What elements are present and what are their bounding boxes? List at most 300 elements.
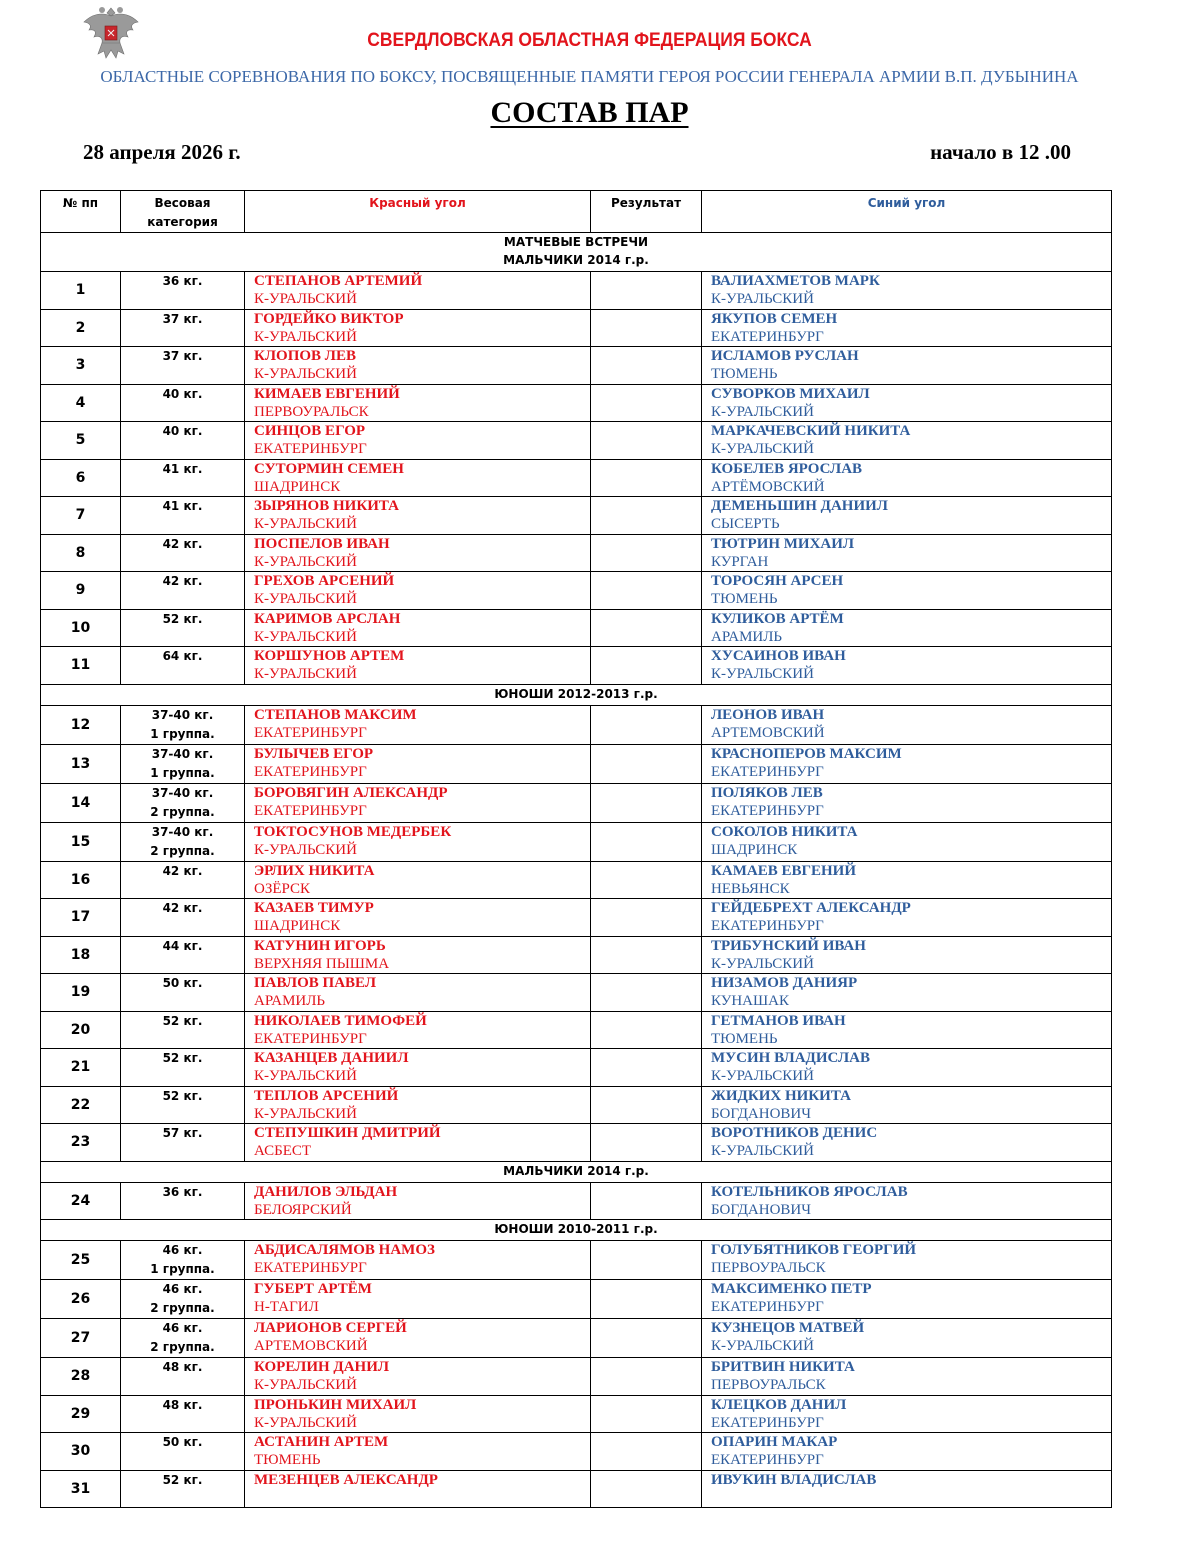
- red-boxer-name: КОРШУНОВ АРТЕМ: [254, 648, 405, 664]
- weight-value: 46 кг.: [162, 1282, 203, 1296]
- red-boxer-club: Н-ТАГИЛ: [254, 1299, 319, 1315]
- blue-boxer-club: ЕКАТЕРИНБУРГ: [711, 1299, 824, 1315]
- red-boxer-name: ДАНИЛОВ ЭЛЬДАН: [254, 1183, 398, 1200]
- blue-corner-boxer: [702, 783, 1112, 822]
- section-row: [41, 684, 1112, 705]
- blue-boxer-club: ЕКАТЕРИНБУРГ: [711, 763, 824, 780]
- blue-boxer-name: ИСЛАМОВ РУСЛАН: [711, 348, 859, 364]
- weight-category: [121, 861, 245, 899]
- red-corner-boxer: [245, 1319, 591, 1358]
- result-cell[interactable]: [591, 1182, 702, 1220]
- weight-group: 2 группа.: [150, 1301, 215, 1315]
- blue-boxer-name: КУЛИКОВ АРТЁМ: [711, 610, 844, 627]
- red-corner-boxer: [245, 744, 591, 783]
- red-boxer-name: ПОСПЕЛОВ ИВАН: [254, 535, 390, 552]
- result-cell[interactable]: [591, 1470, 702, 1508]
- blue-corner-boxer: [702, 572, 1112, 610]
- blue-boxer-club: БОГДАНОВИЧ: [711, 1201, 812, 1218]
- result-cell[interactable]: [591, 1241, 702, 1280]
- table-row: [41, 861, 1112, 899]
- red-boxer-name: КОРЕЛИН ДАНИЛ: [254, 1359, 390, 1375]
- weight-category: [121, 974, 245, 1012]
- blue-boxer-name: ДЕМЕНЬШИН ДАНИИЛ: [711, 498, 888, 514]
- blue-corner-boxer: [702, 1124, 1112, 1162]
- red-corner-boxer: [245, 497, 591, 535]
- blue-boxer-name: МАКСИМЕНКО ПЕТР: [711, 1281, 872, 1297]
- event-date: 28 апреля 2026 г.: [83, 140, 241, 164]
- red-corner-boxer: [245, 309, 591, 347]
- section-title-line: МАТЧЕВЫЕ ВСТРЕЧИ: [503, 235, 649, 249]
- weight-category: [121, 497, 245, 535]
- weight-value: 36 кг.: [162, 1184, 203, 1199]
- blue-corner-boxer: [702, 1319, 1112, 1358]
- red-boxer-name: ПРОНЬКИН МИХАИЛ: [254, 1396, 417, 1413]
- blue-corner-boxer: [702, 1358, 1112, 1396]
- bout-number: 7: [41, 497, 121, 535]
- red-corner-boxer: [245, 459, 591, 497]
- table-row: [41, 974, 1112, 1012]
- result-cell[interactable]: [591, 1319, 702, 1358]
- red-boxer-name: КАРИМОВ АРСЛАН: [254, 610, 401, 627]
- blue-corner-boxer: [702, 647, 1112, 685]
- weight-category: [121, 1241, 245, 1280]
- red-corner-boxer: [245, 1124, 591, 1162]
- red-corner-boxer: [245, 1086, 591, 1124]
- table-row: [41, 1011, 1112, 1049]
- weight-value: 46 кг.: [162, 1243, 203, 1257]
- weight-group: 1 группа.: [150, 1262, 215, 1276]
- bout-number: 17: [41, 899, 121, 937]
- result-cell[interactable]: [591, 609, 702, 647]
- bout-number: 27: [41, 1319, 121, 1358]
- red-boxer-name: ЭРЛИХ НИКИТА: [254, 862, 375, 879]
- weight-group: 1 группа.: [150, 765, 215, 780]
- result-cell[interactable]: [591, 974, 702, 1012]
- red-boxer-name: МЕЗЕНЦЕВ АЛЕКСАНДР: [254, 1471, 438, 1488]
- red-corner-boxer: [245, 1470, 591, 1508]
- blue-corner-boxer: [702, 861, 1112, 899]
- weight-category: [121, 1470, 245, 1508]
- blue-boxer-club: К-УРАЛЬСКИЙ: [711, 1143, 814, 1159]
- weight-category: [121, 899, 245, 937]
- blue-boxer-name: ИВУКИН ВЛАДИСЛАВ: [711, 1471, 877, 1488]
- blue-boxer-club: АРТЁМОВСКИЙ: [711, 478, 825, 495]
- red-corner-boxer: [245, 1241, 591, 1280]
- section-title: [41, 1161, 1112, 1182]
- result-cell[interactable]: [591, 1280, 702, 1319]
- red-boxer-name: ГУБЕРТ АРТЁМ: [254, 1281, 372, 1297]
- section-row: [41, 1161, 1112, 1182]
- weight-category: [121, 1011, 245, 1049]
- blue-boxer-name: КУЗНЕЦОВ МАТВЕЙ: [711, 1320, 865, 1336]
- blue-corner-boxer: [702, 1049, 1112, 1087]
- red-corner-boxer: [245, 422, 591, 460]
- table-row: [41, 647, 1112, 685]
- blue-corner-boxer: [702, 936, 1112, 974]
- red-corner-boxer: [245, 347, 591, 385]
- weight-value: 37 кг.: [162, 349, 203, 363]
- result-cell[interactable]: [591, 1011, 702, 1049]
- blue-boxer-name: ЖИДКИХ НИКИТА: [711, 1087, 851, 1104]
- red-boxer-club: К-УРАЛЬСКИЙ: [254, 1377, 357, 1393]
- blue-boxer-club: ТЮМЕНЬ: [711, 591, 778, 607]
- result-cell[interactable]: [591, 1433, 702, 1471]
- bout-number: 1: [41, 272, 121, 310]
- red-corner-boxer: [245, 1280, 591, 1319]
- column-header-blue-corner: Синий угол: [702, 191, 1112, 233]
- weight-category: [121, 1182, 245, 1220]
- blue-boxer-name: КЛЕЦКОВ ДАНИЛ: [711, 1396, 847, 1413]
- red-boxer-name: ГОРДЕЙКО ВИКТОР: [254, 310, 404, 327]
- table-row: [41, 1280, 1112, 1319]
- weight-value: 37-40 кг.: [151, 785, 214, 800]
- weight-value: 37-40 кг.: [151, 707, 214, 722]
- blue-boxer-name: БРИТВИН НИКИТА: [711, 1359, 855, 1375]
- result-cell[interactable]: [591, 384, 702, 422]
- red-corner-boxer: [245, 974, 591, 1012]
- blue-corner-boxer: [702, 744, 1112, 783]
- weight-value: 52 кг.: [162, 1472, 203, 1487]
- red-corner-boxer: [245, 1011, 591, 1049]
- weight-value: 36 кг.: [162, 274, 203, 288]
- weight-value: 40 кг.: [162, 386, 203, 401]
- weight-category: [121, 309, 245, 347]
- weight-category: [121, 459, 245, 497]
- weight-category: [121, 1395, 245, 1433]
- red-corner-boxer: [245, 1395, 591, 1433]
- result-cell[interactable]: [591, 534, 702, 572]
- red-boxer-name: ЗЫРЯНОВ НИКИТА: [254, 498, 399, 514]
- red-boxer-club: К-УРАЛЬСКИЙ: [254, 1105, 357, 1122]
- federation-title: СВЕРДЛОВСКАЯ ОБЛАСТНАЯ ФЕДЕРАЦИЯ БОКСА: [367, 30, 812, 51]
- blue-boxer-name: ГОЛУБЯТНИКОВ ГЕОРГИЙ: [711, 1242, 917, 1258]
- section-row: [41, 1220, 1112, 1241]
- red-corner-boxer: [245, 861, 591, 899]
- red-boxer-name: НИКОЛАЕВ ТИМОФЕЙ: [254, 1012, 427, 1029]
- result-cell[interactable]: [591, 1049, 702, 1087]
- blue-boxer-club: К-УРАЛЬСКИЙ: [711, 1338, 814, 1354]
- section-title-line: ЮНОШИ 2010-2011 г.р.: [494, 1222, 658, 1236]
- red-boxer-name: КАТУНИН ИГОРЬ: [254, 937, 386, 954]
- table-row: [41, 1086, 1112, 1124]
- table-row: [41, 534, 1112, 572]
- bout-number: 16: [41, 861, 121, 899]
- table-row: [41, 272, 1112, 310]
- red-corner-boxer: [245, 783, 591, 822]
- blue-corner-boxer: [702, 1011, 1112, 1049]
- red-corner-boxer: [245, 705, 591, 744]
- red-boxer-club: ЕКАТЕРИНБУРГ: [254, 1260, 367, 1276]
- red-boxer-club: ЕКАТЕРИНБУРГ: [254, 1030, 367, 1047]
- weight-value: 57 кг.: [162, 1126, 203, 1140]
- result-cell[interactable]: [591, 899, 702, 937]
- red-boxer-name: КИМАЕВ ЕВГЕНИЙ: [254, 385, 400, 402]
- table-row: [41, 422, 1112, 460]
- table-row: [41, 936, 1112, 974]
- weight-value: 42 кг.: [162, 863, 203, 878]
- blue-boxer-club: АРТЕМОВСКИЙ: [711, 724, 825, 741]
- blue-boxer-club: ЕКАТЕРИНБУРГ: [711, 1452, 824, 1468]
- red-boxer-club: К-УРАЛЬСКИЙ: [254, 1068, 357, 1084]
- blue-boxer-name: КАМАЕВ ЕВГЕНИЙ: [711, 862, 857, 879]
- red-corner-boxer: [245, 1433, 591, 1471]
- blue-boxer-name: ТЮТРИН МИХАИЛ: [711, 535, 855, 552]
- bout-number: 25: [41, 1241, 121, 1280]
- blue-boxer-name: СУВОРКОВ МИХАИЛ: [711, 385, 870, 402]
- red-boxer-club: К-УРАЛЬСКИЙ: [254, 1414, 357, 1431]
- bout-number: 22: [41, 1086, 121, 1124]
- weight-category: [121, 705, 245, 744]
- red-boxer-name: ЛАРИОНОВ СЕРГЕЙ: [254, 1320, 407, 1336]
- red-boxer-name: КЛОПОВ ЛЕВ: [254, 348, 356, 364]
- weight-category: [121, 347, 245, 385]
- weight-value: 37 кг.: [162, 311, 203, 326]
- result-cell[interactable]: [591, 309, 702, 347]
- blue-boxer-name: НИЗАМОВ ДАНИЯР: [711, 975, 858, 991]
- weight-value: 41 кг.: [162, 499, 203, 513]
- column-header-red-corner: Красный угол: [245, 191, 591, 233]
- red-boxer-club: К-УРАЛЬСКИЙ: [254, 553, 357, 570]
- result-cell[interactable]: [591, 744, 702, 783]
- event-title: ОБЛАСТНЫЕ СОРЕВНОВАНИЯ ПО БОКСУ, ПОСВЯЩЕННЫЕ ПАМЯТИ ГЕРОЯ РОССИИ ГЕНЕРАЛА АРМИИ В.П. ДУБЫНИНА: [100, 67, 1079, 86]
- blue-corner-boxer: [702, 384, 1112, 422]
- weight-value: 52 кг.: [162, 1013, 203, 1028]
- start-time: начало в 12 .00: [930, 140, 1071, 164]
- blue-boxer-name: ТОРОСЯН АРСЕН: [711, 573, 844, 589]
- red-boxer-club: ШАДРИНСК: [254, 478, 341, 495]
- blue-boxer-name: ЛЕОНОВ ИВАН: [711, 706, 825, 723]
- red-boxer-name: АБДИСАЛЯМОВ НАМОЗ: [254, 1242, 435, 1258]
- result-cell[interactable]: [591, 347, 702, 385]
- table-row: [41, 783, 1112, 822]
- blue-boxer-club: ЕКАТЕРИНБУРГ: [711, 328, 824, 345]
- table-row: [41, 1470, 1112, 1508]
- blue-corner-boxer: [702, 705, 1112, 744]
- table-row: [41, 1124, 1112, 1162]
- blue-boxer-club: ЕКАТЕРИНБУРГ: [711, 918, 824, 934]
- red-corner-boxer: [245, 899, 591, 937]
- result-cell[interactable]: [591, 783, 702, 822]
- bout-number: 20: [41, 1011, 121, 1049]
- blue-corner-boxer: [702, 1241, 1112, 1280]
- bout-number: 9: [41, 572, 121, 610]
- blue-boxer-name: ОПАРИН МАКАР: [711, 1434, 838, 1450]
- red-boxer-club: К-УРАЛЬСКИЙ: [254, 366, 357, 382]
- blue-boxer-name: ХУСАИНОВ ИВАН: [711, 648, 846, 664]
- weight-value: 48 кг.: [162, 1397, 203, 1412]
- blue-boxer-name: ГЕТМАНОВ ИВАН: [711, 1012, 846, 1029]
- blue-boxer-club: ТЮМЕНЬ: [711, 1030, 778, 1047]
- result-cell[interactable]: [591, 705, 702, 744]
- blue-boxer-club: К-УРАЛЬСКИЙ: [711, 441, 814, 457]
- weight-value: 48 кг.: [162, 1360, 203, 1374]
- red-boxer-club: ШАДРИНСК: [254, 918, 341, 934]
- blue-boxer-club: ТЮМЕНЬ: [711, 366, 778, 382]
- section-title: [41, 684, 1112, 705]
- bout-number: 15: [41, 822, 121, 861]
- red-corner-boxer: [245, 1049, 591, 1087]
- blue-corner-boxer: [702, 272, 1112, 310]
- table-row: [41, 744, 1112, 783]
- red-boxer-club: К-УРАЛЬСКИЙ: [254, 328, 357, 345]
- result-cell[interactable]: [591, 1124, 702, 1162]
- red-boxer-club: АРТЕМОВСКИЙ: [254, 1338, 368, 1354]
- bout-number: 24: [41, 1182, 121, 1220]
- red-boxer-name: СТЕПУШКИН ДМИТРИЙ: [254, 1125, 441, 1141]
- weight-value: 50 кг.: [162, 976, 203, 990]
- red-corner-boxer: [245, 609, 591, 647]
- blue-boxer-name: МАРКАЧЕВСКИЙ НИКИТА: [711, 423, 911, 439]
- red-boxer-club: ПЕРВОУРАЛЬСК: [254, 403, 369, 420]
- blue-corner-boxer: [702, 974, 1112, 1012]
- red-boxer-club: БЕЛОЯРСКИЙ: [254, 1201, 352, 1218]
- result-cell[interactable]: [591, 272, 702, 310]
- table-row: [41, 609, 1112, 647]
- blue-corner-boxer: [702, 309, 1112, 347]
- result-cell[interactable]: [591, 861, 702, 899]
- bout-number: 13: [41, 744, 121, 783]
- blue-corner-boxer: [702, 1086, 1112, 1124]
- result-cell[interactable]: [591, 647, 702, 685]
- blue-corner-boxer: [702, 822, 1112, 861]
- red-corner-boxer: [245, 384, 591, 422]
- blue-boxer-club: ШАДРИНСК: [711, 841, 798, 858]
- weight-value: 44 кг.: [162, 938, 203, 953]
- blue-boxer-name: КОТЕЛЬНИКОВ ЯРОСЛАВ: [711, 1183, 908, 1200]
- table-row: [41, 899, 1112, 937]
- red-boxer-name: СИНЦОВ ЕГОР: [254, 423, 366, 439]
- table-header-row: [41, 191, 1112, 233]
- red-boxer-club: К-УРАЛЬСКИЙ: [254, 628, 357, 645]
- table-row: [41, 822, 1112, 861]
- bout-number: 14: [41, 783, 121, 822]
- result-cell[interactable]: [591, 822, 702, 861]
- red-boxer-club: К-УРАЛЬСКИЙ: [254, 666, 357, 682]
- red-corner-boxer: [245, 1358, 591, 1396]
- bout-number: 3: [41, 347, 121, 385]
- red-corner-boxer: [245, 936, 591, 974]
- blue-corner-boxer: [702, 1470, 1112, 1508]
- weight-group: 1 группа.: [150, 726, 215, 741]
- bout-number: 29: [41, 1395, 121, 1433]
- table-row: [41, 384, 1112, 422]
- weight-category: [121, 422, 245, 460]
- weight-category: [121, 936, 245, 974]
- table-row: [41, 347, 1112, 385]
- weight-value: 42 кг.: [162, 901, 203, 915]
- document-title: СОСТАВ ПАР: [490, 96, 689, 129]
- result-cell[interactable]: [591, 422, 702, 460]
- bout-number: 26: [41, 1280, 121, 1319]
- blue-boxer-club: НЕВЬЯНСК: [711, 880, 790, 897]
- bout-number: 8: [41, 534, 121, 572]
- bout-number: 12: [41, 705, 121, 744]
- red-corner-boxer: [245, 1182, 591, 1220]
- table-row: [41, 1241, 1112, 1280]
- weight-group: 2 группа.: [150, 1340, 215, 1354]
- weight-value: 52 кг.: [162, 1088, 203, 1103]
- blue-boxer-club: СЫСЕРТЬ: [711, 516, 780, 532]
- weight-category: [121, 272, 245, 310]
- blue-boxer-club: АРАМИЛЬ: [711, 628, 783, 645]
- section-title-line: МАЛЬЧИКИ 2014 г.р.: [503, 1163, 649, 1178]
- weight-value: 42 кг.: [162, 574, 203, 588]
- result-cell[interactable]: [591, 459, 702, 497]
- weight-value: 37-40 кг.: [151, 746, 214, 761]
- result-cell[interactable]: [591, 1358, 702, 1396]
- weight-category: [121, 744, 245, 783]
- weight-category: [121, 1049, 245, 1087]
- blue-boxer-club: КУРГАН: [711, 553, 769, 570]
- red-boxer-name: КАЗАЕВ ТИМУР: [254, 900, 374, 916]
- result-cell[interactable]: [591, 1086, 702, 1124]
- blue-boxer-club: К-УРАЛЬСКИЙ: [711, 1068, 814, 1084]
- weight-category: [121, 822, 245, 861]
- result-cell[interactable]: [591, 936, 702, 974]
- blue-boxer-name: КРАСНОПЕРОВ МАКСИМ: [711, 745, 902, 762]
- bout-number: 23: [41, 1124, 121, 1162]
- bout-number: 31: [41, 1470, 121, 1508]
- blue-corner-boxer: [702, 899, 1112, 937]
- table-row: [41, 1182, 1112, 1220]
- section-title-line: МАЛЬЧИКИ 2014 г.р.: [503, 253, 649, 267]
- weight-value: 52 кг.: [162, 1051, 203, 1065]
- section-title-line: ЮНОШИ 2012-2013 г.р.: [494, 686, 658, 701]
- red-corner-boxer: [245, 272, 591, 310]
- red-boxer-name: ТОКТОСУНОВ МЕДЕРБЕК: [254, 823, 452, 840]
- result-cell[interactable]: [591, 497, 702, 535]
- weight-category: [121, 609, 245, 647]
- red-corner-boxer: [245, 534, 591, 572]
- blue-boxer-club: К-УРАЛЬСКИЙ: [711, 955, 814, 972]
- blue-boxer-club: ЕКАТЕРИНБУРГ: [711, 802, 824, 819]
- blue-corner-boxer: [702, 497, 1112, 535]
- blue-corner-boxer: [702, 459, 1112, 497]
- blue-boxer-club: К-УРАЛЬСКИЙ: [711, 291, 814, 307]
- weight-category: [121, 1319, 245, 1358]
- red-boxer-club: ВЕРХНЯЯ ПЫШМА: [254, 955, 390, 972]
- red-boxer-club: ОЗЁРСК: [254, 880, 311, 897]
- pairs-table: [40, 190, 1112, 1508]
- red-boxer-club: К-УРАЛЬСКИЙ: [254, 516, 357, 532]
- weight-value: 41 кг.: [162, 461, 203, 476]
- blue-boxer-club: К-УРАЛЬСКИЙ: [711, 666, 814, 682]
- blue-corner-boxer: [702, 1182, 1112, 1220]
- weight-category: [121, 1358, 245, 1396]
- red-corner-boxer: [245, 822, 591, 861]
- weight-category: [121, 1280, 245, 1319]
- result-cell[interactable]: [591, 572, 702, 610]
- red-boxer-name: ПАВЛОВ ПАВЕЛ: [254, 975, 377, 991]
- blue-boxer-name: КОБЕЛЕВ ЯРОСЛАВ: [711, 460, 863, 477]
- bout-number: 4: [41, 384, 121, 422]
- bout-number: 2: [41, 309, 121, 347]
- bout-number: 21: [41, 1049, 121, 1087]
- weight-category: [121, 1433, 245, 1471]
- result-cell[interactable]: [591, 1395, 702, 1433]
- bout-number: 19: [41, 974, 121, 1012]
- weight-value: 50 кг.: [162, 1435, 203, 1449]
- blue-boxer-club: КУНАШАК: [711, 993, 789, 1009]
- table-row: [41, 1395, 1112, 1433]
- red-boxer-club: АСБЕСТ: [254, 1143, 312, 1159]
- weight-category: [121, 783, 245, 822]
- weight-group: 2 группа.: [150, 843, 215, 858]
- weight-value: 37-40 кг.: [151, 824, 214, 839]
- table-row: [41, 1358, 1112, 1396]
- bout-number: 10: [41, 609, 121, 647]
- blue-boxer-name: ГЕЙДЕБРЕХТ АЛЕКСАНДР: [711, 900, 911, 916]
